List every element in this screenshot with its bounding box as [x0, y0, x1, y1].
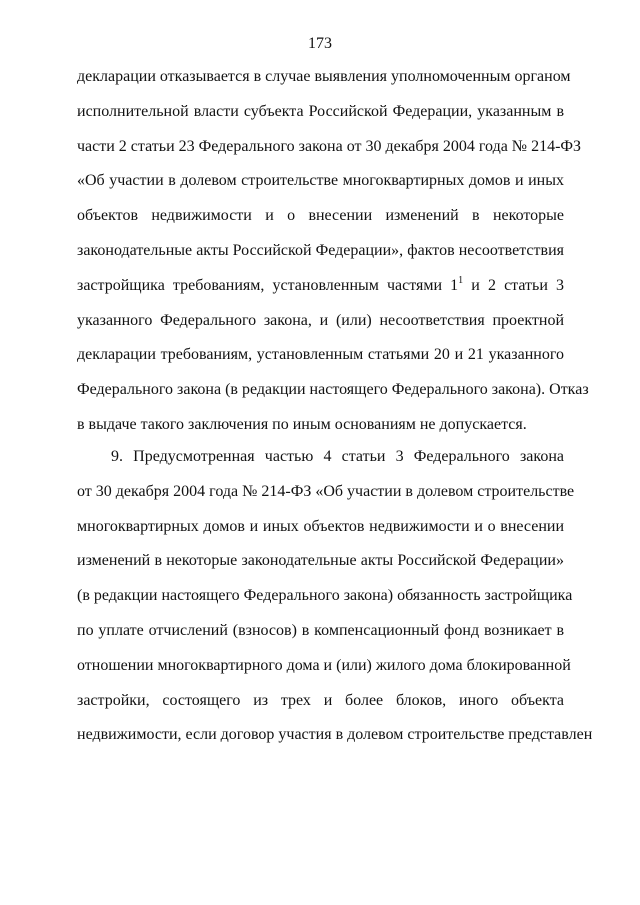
text-line: по уплате отчислений (взносов) в компенсационный фонд возникает в	[77, 621, 564, 639]
text-line: многоквартирных домов и иных объектов недвижимости и о внесении	[77, 517, 564, 535]
paragraph-9	[77, 440, 593, 753]
text-segment: застройщика требованиям, установленным частями 1	[77, 276, 459, 294]
text-line: отношении многоквартирного дома и (или) жилого дома блокированной	[77, 656, 571, 674]
text-line: в выдаче такого заключения по иным основаниям не допускается.	[77, 415, 527, 433]
text-line: «Об участии в долевом строительстве многоквартирных домов и иных	[77, 172, 564, 190]
text-line: декларации отказывается в случае выявления уполномоченным органом	[77, 68, 571, 85]
text-line: части 2 статьи 23 Федерального закона от 30 декабря 2004 года № 214-ФЗ	[77, 137, 582, 155]
text-line: недвижимости, если договор участия в долевом строительстве представлен	[77, 726, 593, 744]
text-line: декларации требованиям, установленным статьями 20 и 21 указанного	[77, 346, 564, 364]
text-line: от 30 декабря 2004 года № 214-ФЗ «Об участии в долевом строительстве	[77, 482, 575, 500]
text-line: указанного Федерального закона, и (или) несоответствия проектной	[77, 311, 564, 329]
paragraph-continuation	[77, 60, 589, 443]
text-line: (в редакции настоящего Федерального закона) обязанность застройщика	[77, 587, 573, 605]
page-number: 173	[308, 35, 332, 52]
text-line: объектов недвижимости и о внесении изменений в некоторые	[77, 207, 564, 225]
text-line: законодательные акты Российской Федерации», фактов несоответствия	[77, 241, 564, 259]
text-segment: и 2 статьи 3	[463, 276, 564, 294]
text-line: Федерального закона (в редакции настоящего Федерального закона). Отказ	[77, 381, 589, 399]
text-line: исполнительной власти субъекта Российской Федерации, указанным в	[77, 102, 564, 120]
text-line-with-superscript	[77, 269, 564, 304]
text-line: застройки, состоящего из трех и более блоков, иного объекта	[77, 691, 564, 709]
text-line: изменений в некоторые законодательные акты Российской Федерации»	[77, 552, 564, 570]
superscript: 1	[458, 274, 464, 286]
text-line: 9. Предусмотренная частью 4 статьи 3 Федерального закона	[111, 448, 564, 465]
